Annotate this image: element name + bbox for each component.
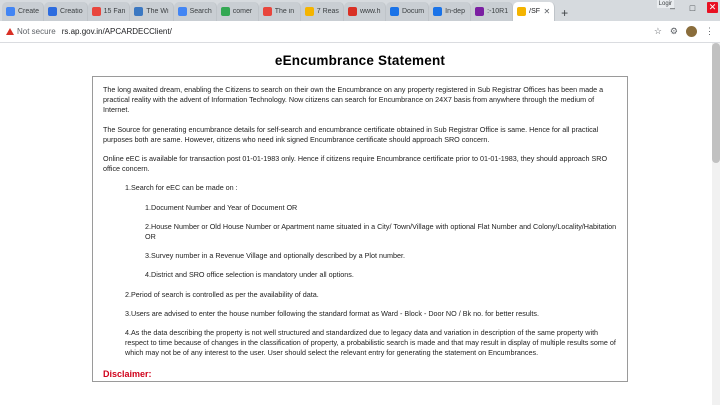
disclaimer-heading: Disclaimer: [103,368,152,379]
tab-label: The in [274,8,295,15]
tab-label: 15 Fan [103,8,126,15]
browser-toolbar [0,21,720,43]
address-bar[interactable]: rs.ap.gov.in/APCARDECClient/ [61,27,172,36]
paragraph-2: The Source for generating encumbrance details for self-search and encumbrance certificate obtained in Sub Registrar Office is same. Hence for all practical purposes both are same. However, citizens who need ink signed Encumbrance certificate should approach SRO concern. [103,124,599,144]
list-item [125,290,617,300]
warning-triangle-icon [6,28,14,35]
list-item-text: Document Number and Year of Document OR [151,202,298,212]
list-item-text: Users are advised to enter the house number following the standard format as Ward - Block - Door NO / Bk no. for better results. [131,308,540,318]
tab-10[interactable] [429,2,471,21]
close-icon[interactable]: ✕ [708,2,717,12]
close-icon[interactable]: ✕ [543,7,551,16]
tab-3[interactable] [130,2,173,21]
tab-7[interactable] [301,2,344,21]
list-item-text: Period of search is controlled as per the availability of data. [131,289,319,299]
list-item [125,328,617,359]
list-item-number: 4. [145,270,151,280]
tab-12-active[interactable] [513,2,555,21]
list-item-text: District and SRO office selection is mandatory under all options. [151,270,354,280]
tab-favicon-icon [263,7,272,16]
tab-2[interactable] [88,2,131,21]
tab-1[interactable] [44,2,88,21]
tab-favicon-icon [6,7,15,16]
list-item-number: 3. [125,308,131,318]
menu-icon[interactable]: ⋮ [705,26,714,36]
tab-6[interactable] [259,2,301,21]
list-item [145,251,617,261]
list-item-number: 2. [125,289,131,299]
page-content [0,43,720,405]
tab-label: 7 Reas [316,8,339,15]
list-item-number: 2. [145,221,151,231]
scrollbar-thumb[interactable] [712,43,720,163]
new-tab-button[interactable]: + [561,6,569,20]
tab-favicon-icon [348,7,357,16]
toolbar-icon-group [654,26,714,37]
tab-favicon-icon [221,7,230,16]
statement-frame [92,76,628,382]
tab-favicon-icon [134,7,143,16]
tab-favicon-icon [48,7,57,16]
extensions-icon[interactable]: ⚙ [669,26,678,36]
tab-label: The Wi [146,8,169,15]
list-item-text: Survey number in a Revenue Village and optionally described by a Plot number. [151,251,405,261]
bookmark-star-icon[interactable]: ☆ [653,26,662,36]
search-icon [178,7,187,16]
window-title-badge: Logir [658,1,672,7]
page-title: eEncumbrance Statement [274,53,446,68]
list-item [145,222,617,242]
list-item-text: As the data describing the property is not well structured and standardized due to legacy data and variation in description of the same property with respect to time because of changes in the classification of property, a probabilistic search is made and that may result in display of multiple results some of which may not be of any interest to the user. User should select the relevant entry for generating the statement on Encumbrances. [125,328,616,358]
tab-favicon-icon [475,7,484,16]
page-scrollbar[interactable] [712,43,720,405]
tab-label: Search [189,8,212,15]
tab-label: In-dep [445,8,465,15]
tab-4[interactable] [174,2,217,21]
tab-favicon-icon [305,7,314,16]
list-item [145,270,617,280]
tab-favicon-icon [517,7,526,16]
tab-11[interactable] [471,2,513,21]
list-item-number: 4. [125,328,131,338]
tab-favicon-icon [433,7,442,16]
maximize-icon[interactable]: □ [689,2,696,13]
doc-icon [390,7,399,16]
list-item [145,203,617,213]
profile-avatar[interactable] [686,26,697,37]
list-item-text: House Number or Old House Number or Apartment name situated in a City/ Town/Village with optional Flat Number and Colony/Locality/Habitation OR [145,221,617,242]
window-controls [667,2,718,13]
list-item-number: 1. [145,202,151,212]
tab-0[interactable] [2,2,44,21]
tab-favicon-icon [92,7,101,16]
tab-label: Creatio [60,8,83,15]
instructions-list [125,183,617,358]
tab-5[interactable] [217,2,259,21]
paragraph-1: The long awaited dream, enabling the Citizens to search on their own the Encumbrance on any property registered in Sub Registrar Offices has been made a practical reality with the advent of Information Technology. Now citizens can search for Encumbrance on 24X7 basis from anywhere through the medium of Internet. [103,85,604,115]
list-item [125,183,617,193]
list-item-text: Search for eEC can be made on : [131,183,238,193]
tab-label: www.h [359,8,381,15]
paragraph-3: Online eEC is available for transaction post 01-01-1983 only. Hence if citizens require Encumbrance certificate prior to 01-01-1983, they should approach SRO office concern. [103,154,608,174]
tab-8[interactable] [344,2,386,21]
tab-label: Create [18,8,40,15]
tab-label: Docum [401,8,425,15]
tab-label: :-10R1 [487,8,509,15]
security-label: Not secure [17,27,56,36]
tab-label: /SF [529,8,541,15]
tab-label: comer [232,8,253,15]
security-indicator[interactable] [6,27,56,36]
minimize-icon[interactable]: – [669,2,675,13]
list-item-number: 3. [145,251,151,261]
list-item-number: 1. [125,183,131,193]
list-item [125,309,617,319]
tab-strip [0,0,720,21]
tab-9[interactable] [386,2,429,21]
